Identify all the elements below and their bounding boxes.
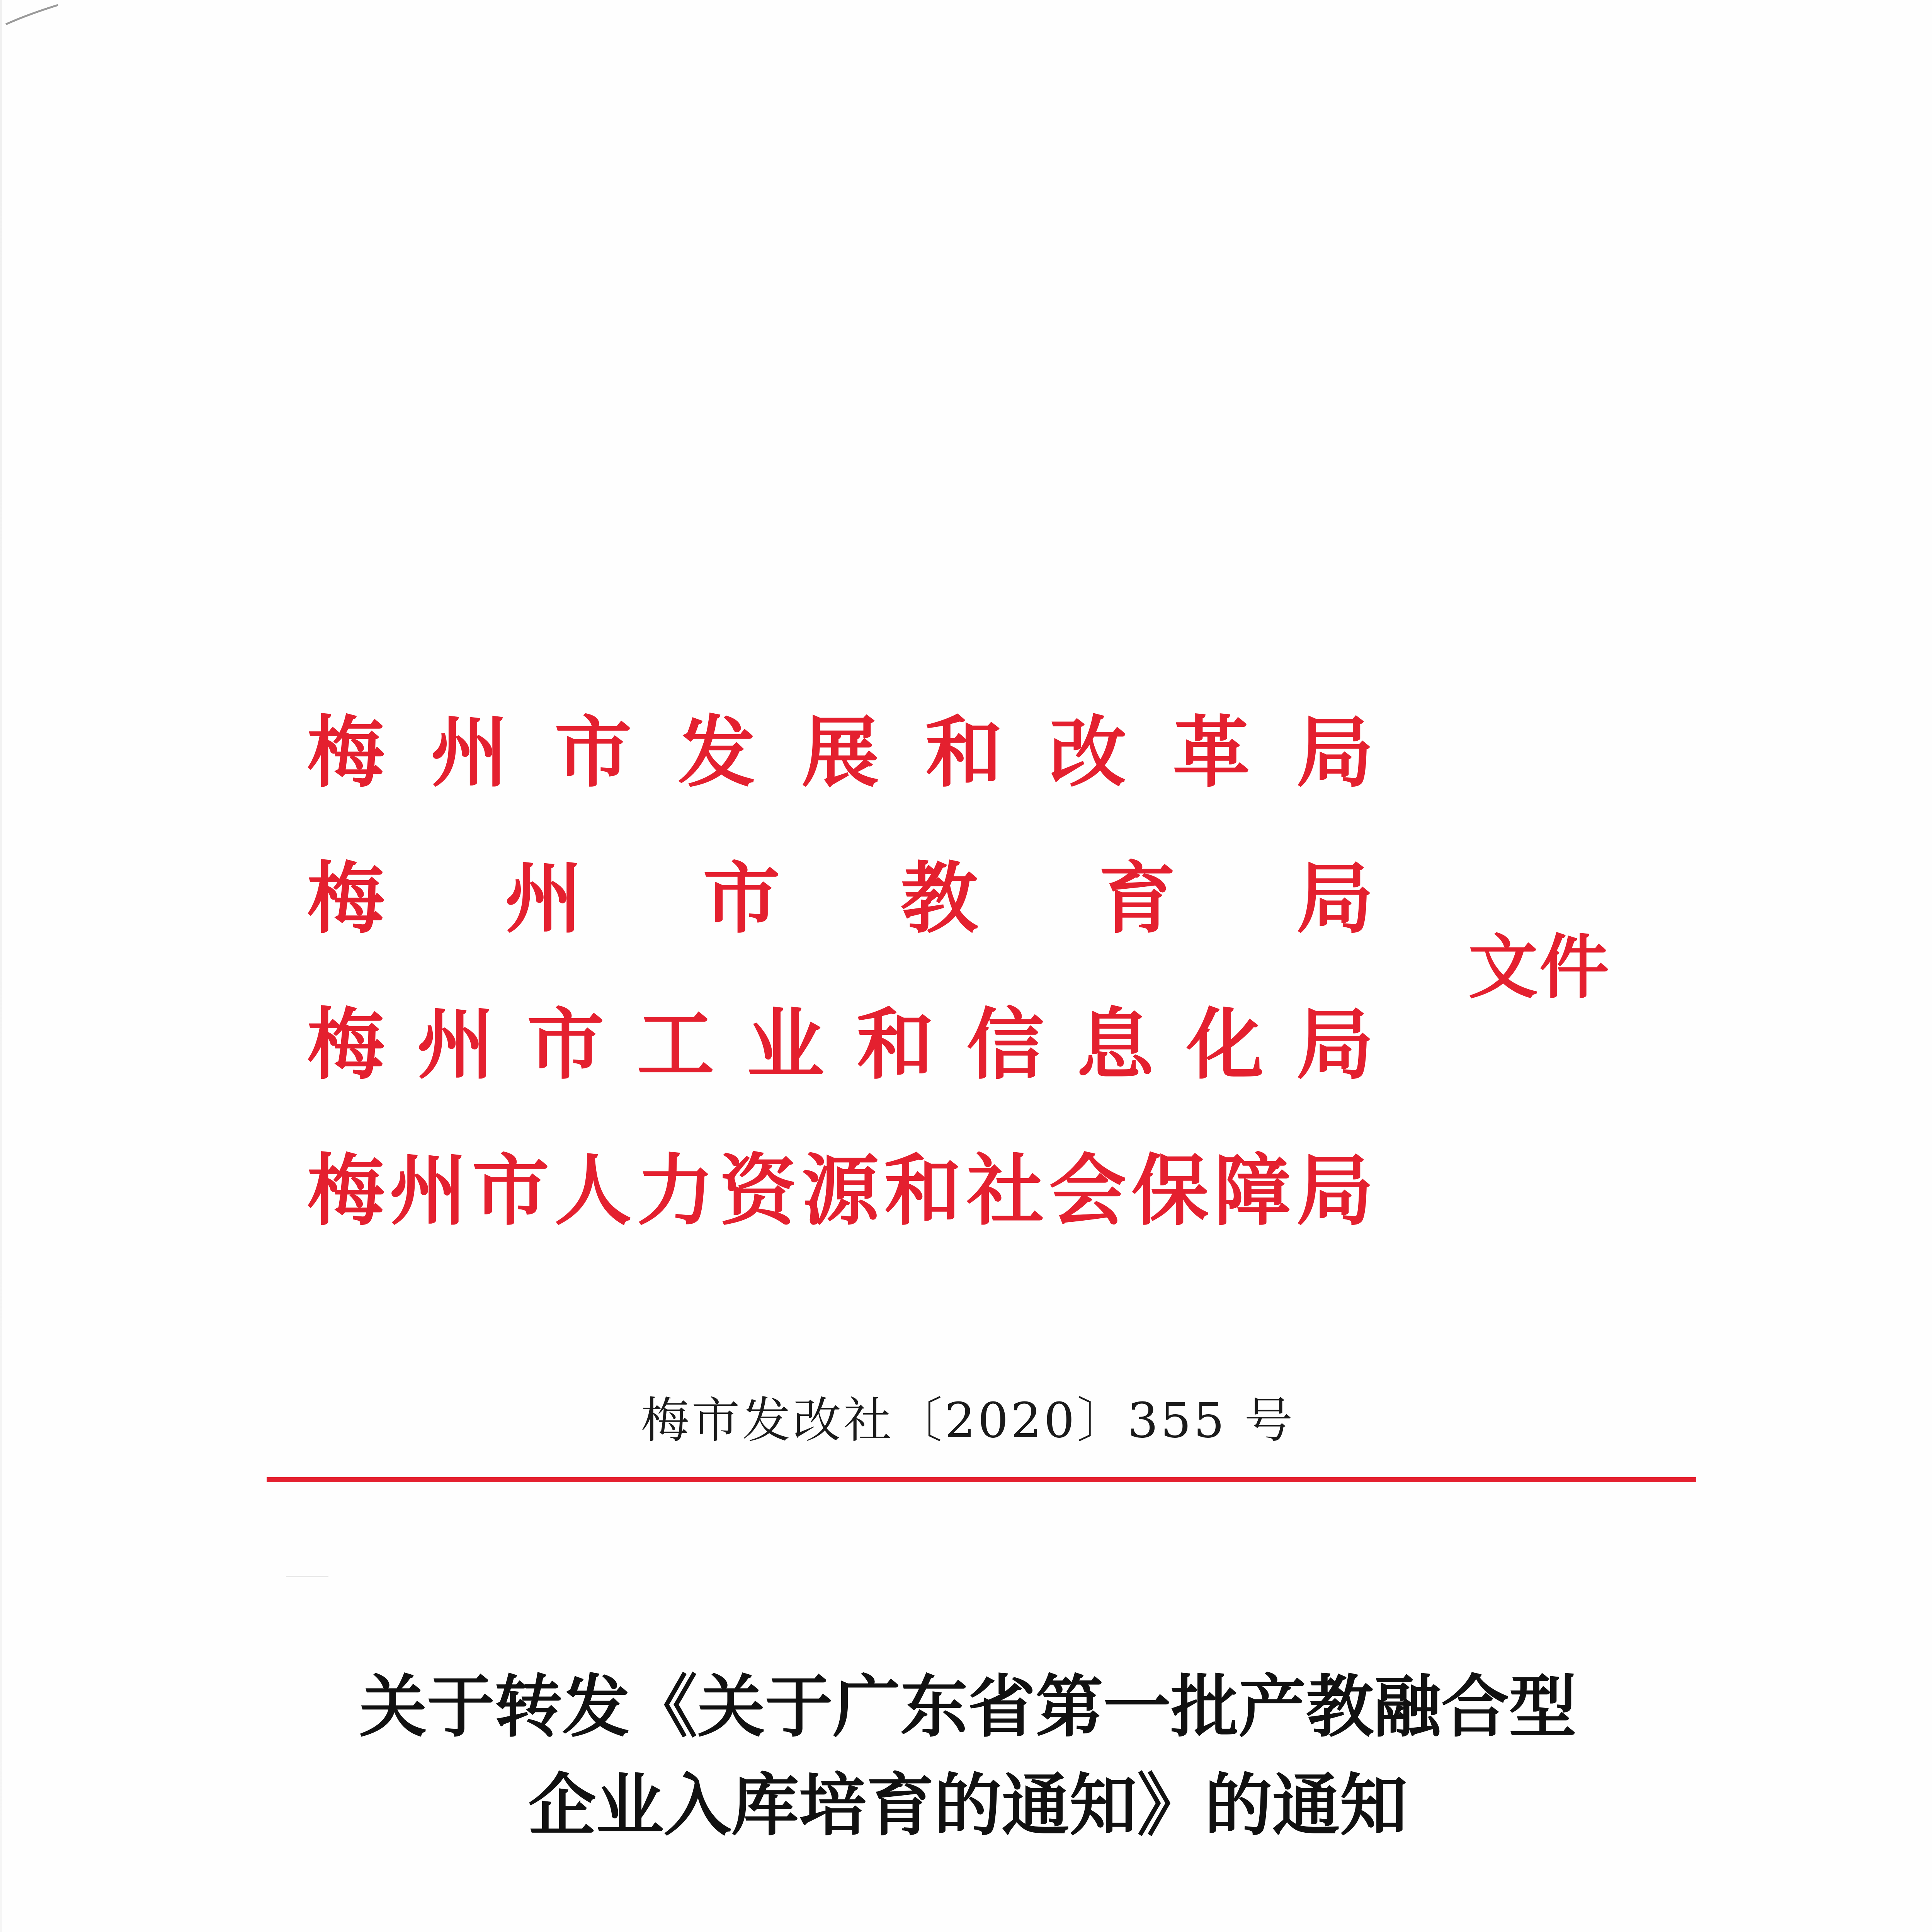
issuer-char: 市	[472, 1146, 549, 1236]
issuer-char: 局	[1296, 1146, 1374, 1236]
issuer-char: 信	[966, 1000, 1044, 1090]
issuer-char: 梅	[307, 1000, 385, 1090]
issuer-char: 市	[554, 708, 632, 798]
title-line-2: 企业入库培育的通知》的通知	[528, 1766, 1408, 1845]
document-number: 梅市发改社〔2020〕355 号	[641, 1393, 1295, 1449]
document-title	[0, 1658, 1932, 1855]
issuer-char: 资	[719, 1146, 797, 1236]
issuer-hr-social-security-bureau	[307, 1118, 1374, 1264]
issuer-char: 和	[925, 708, 1003, 798]
issuer-char: 化	[1186, 1000, 1264, 1090]
issuer-char: 梅	[307, 708, 385, 798]
issuer-char: 局	[1296, 1000, 1374, 1090]
scan-corner-mark	[4, 3, 62, 26]
issuer-char: 教	[900, 854, 978, 944]
document-suffix: 文件	[1468, 927, 1611, 1008]
issuer-char: 业	[747, 1000, 824, 1090]
issuer-char: 州	[505, 854, 582, 944]
issuer-char: 障	[1214, 1146, 1291, 1236]
issuer-char: 力	[637, 1146, 714, 1236]
issuer-char: 育	[1098, 854, 1176, 944]
issuer-char: 局	[1296, 708, 1374, 798]
issuer-char: 展	[801, 708, 879, 798]
issuer-char: 息	[1077, 1000, 1154, 1090]
issuer-char: 发	[678, 708, 755, 798]
issuer-char: 州	[417, 1000, 495, 1090]
title-line-1: 关于转发《关于广东省第一批产教融合型	[359, 1667, 1577, 1747]
issuer-char: 和	[884, 1146, 962, 1236]
issuer-char: 工	[637, 1000, 714, 1090]
issuer-char: 市	[702, 854, 780, 944]
issuer-char: 源	[801, 1146, 879, 1236]
issuer-char: 会	[1049, 1146, 1126, 1236]
issuer-char: 州	[430, 708, 508, 798]
issuer-char: 社	[966, 1146, 1044, 1236]
issuer-char: 保	[1131, 1146, 1209, 1236]
faint-scan-mark	[286, 1576, 328, 1577]
issuer-char: 人	[554, 1146, 632, 1236]
issuing-authorities	[307, 680, 1374, 1264]
issuer-char: 州	[389, 1146, 467, 1236]
issuer-industry-it-bureau	[307, 972, 1374, 1118]
red-separator-line	[267, 1477, 1696, 1482]
issuer-char: 梅	[307, 1146, 385, 1236]
issuer-char: 革	[1172, 708, 1250, 798]
scan-left-edge	[0, 0, 2, 1932]
issuer-char: 梅	[307, 854, 385, 944]
issuer-char: 和	[857, 1000, 934, 1090]
issuer-development-reform-bureau	[307, 680, 1374, 826]
issuer-char: 局	[1296, 854, 1374, 944]
issuer-char: 市	[527, 1000, 604, 1090]
issuer-char: 改	[1049, 708, 1126, 798]
issuer-education-bureau	[307, 826, 1374, 972]
